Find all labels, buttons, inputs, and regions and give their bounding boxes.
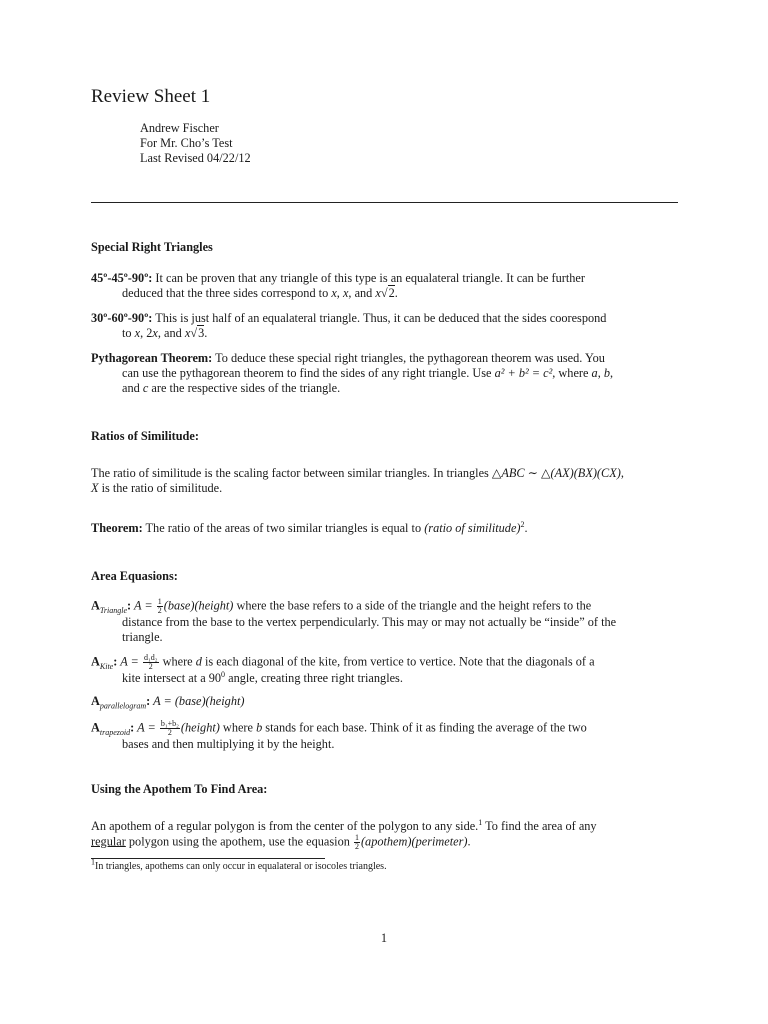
item-label: 30º-60º-90º:: [91, 311, 153, 325]
section-heading-ratios-of-similitude: Ratios of Similitude:: [91, 429, 199, 443]
footnote: [91, 857, 387, 873]
fraction: $\frac{1}{2}$: [157, 597, 162, 615]
item-30-60-90: 30º-60º-90º: This is just half of an equalateral triangle. Thus, it can be deduced that the sides coorespond to x, 2x, and x√3.: [91, 311, 607, 340]
section-heading-area-equasions: Area Equasions:: [91, 569, 178, 583]
underlined-word-regular: regular: [91, 834, 126, 849]
item-45-45-90: 45º-45º-90º: It can be proven that any triangle of this type is an equalateral triangle. It can be further deduced that the three sides correspond to x, x, and x√2.: [91, 271, 585, 300]
item-label: Pythagorean Theorem:: [91, 351, 213, 365]
item-area-kite: $A_{Kite}$: A = $\frac{\text{d₁d₂}}{2}$ where d is each diagonal of the kite, from vertice to vertice. Note that the diagonals of a kite intersect at a $90^0$ angle, creating three right triangles.: [91, 653, 595, 685]
fraction: $\frac{\text{b₁+b₂}}{2}$: [160, 719, 179, 737]
item-text: To deduce these special right triangles, the pythagorean theorem was used. You: [212, 351, 605, 365]
last-revised: Last Revised 04/22/12: [140, 151, 251, 165]
item-label: 45º-45º-90º:: [91, 271, 153, 285]
section-heading-special-right-triangles: Special Right Triangles: [91, 240, 213, 254]
page-number: 1: [380, 931, 388, 945]
horizontal-rule: [91, 202, 678, 203]
author-for-line: For Mr. Cho’s Test: [140, 136, 233, 150]
footnote-number: 1: [91, 857, 95, 867]
item-area-parallelogram: $A_{parallelogram}$: A = (base)(height): [91, 694, 245, 711]
paragraph-apothem: An apothem of a regular polygon is from the center of the polygon to any side.$^1$ To find the area of any regular polygon using the apothem, use the equasion $\frac{1}{2}$ (apothem)(perimeter).: [91, 817, 597, 851]
section-heading-apothem: Using the Apothem To Find Area:: [91, 782, 268, 796]
footnote-text: In triangles, apothems can only occur in equalateral or isocoles triangles.: [95, 861, 387, 872]
pythagorean-formula: a² + b² = c²: [494, 366, 553, 380]
footnote-rule: [91, 858, 325, 859]
item-pythagorean-theorem: Pythagorean Theorem: To deduce these special right triangles, the pythagorean theorem was used. You can use the pythagorean theorem to find the sides of any right triangle. Use a² + b² = c², where a, b, and c are the respective sides of the triangle.: [91, 351, 614, 395]
item-text: It can be proven that any triangle of this type is an equalateral triangle. It can be further: [152, 271, 585, 285]
item-text: This is just half of an equalateral triangle. Thus, it can be deduced that the sides coorespond: [152, 311, 607, 325]
fraction: $\frac{1}{2}$: [354, 833, 359, 851]
fraction: $\frac{\text{d₁d₂}}{2}$: [143, 653, 158, 671]
author-name: Andrew Fischer: [140, 121, 219, 135]
radicand: 2: [388, 286, 395, 300]
sqrt-sign: √: [380, 286, 388, 300]
author-block: [140, 121, 251, 166]
paragraph-ratio-definition: The ratio of similitude is the scaling factor between similar triangles. In triangles △ABC ∼ △(AX)(BX)(CX), X is the ratio of similitude.: [91, 466, 624, 495]
radicand: 3: [198, 326, 205, 340]
footnote-marker: 1: [478, 817, 483, 827]
item-area-trapezoid: $A_{trapezoid}$: A = $\frac{\text{b₁+b₂}}{2}$ (height) where b stands for each base. Think of it as finding the average of the two bases and then multiplying it by the height.: [91, 719, 587, 751]
theorem-statement: Theorem: The ratio of the areas of two similar triangles is equal to (ratio of similitude)$^2$.: [91, 519, 528, 535]
item-area-triangle: $A_{Triangle}$: A = $\frac{1}{2}$ (base)(height) where the base refers to a side of the triangle and the height refers to the distance from the base to the vertex perpendicularly. This may or may not actually be “inside” of the triangle.: [91, 597, 617, 644]
theorem-label: Theorem:: [91, 521, 143, 535]
document-title: Review Sheet 1: [91, 86, 211, 107]
similar-triangles-formula: △ABC ∼ △(AX)(BX)(CX): [491, 466, 621, 480]
sqrt-sign: √: [190, 326, 198, 340]
